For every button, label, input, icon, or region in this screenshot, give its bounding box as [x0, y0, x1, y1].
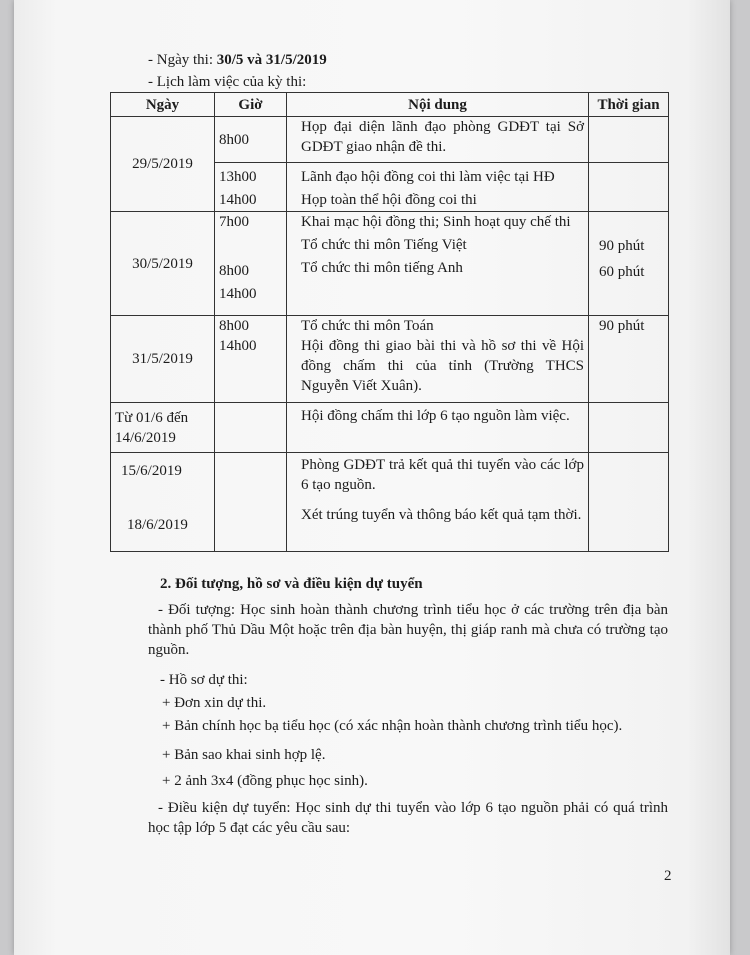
hoso-item: + Bản chính học bạ tiểu học (có xác nhận hoàn thành chương trình tiểu học). — [162, 718, 623, 734]
content-line: Hội đồng thi giao bài thi và hồ sơ thi về Hội đồng chấm thi của tỉnh (Trường THCS Nguyễn Viết Xuân). — [301, 338, 584, 395]
row-content — [287, 316, 589, 403]
time-value: 8h00 — [219, 262, 249, 279]
row-duration — [589, 453, 669, 552]
exam-date-label: - Ngày thi: — [148, 52, 217, 68]
table-header-row — [111, 93, 669, 117]
time-value: 14h00 — [219, 338, 257, 355]
duration-value: 90 phút — [599, 237, 645, 254]
hoso-item: + Bản sao khai sinh hợp lệ. — [162, 747, 326, 763]
table-row — [111, 117, 669, 163]
schedule-intro: - Lịch làm việc của kỳ thi: — [148, 74, 307, 90]
content-line: Xét trúng tuyển và thông báo kết quả tạm thời. — [301, 507, 582, 524]
header-content: Nội dung — [287, 93, 589, 117]
row-duration — [589, 403, 669, 453]
content-line: Tổ chức thi môn tiếng Anh — [301, 259, 463, 276]
table-row — [111, 211, 669, 316]
row-time — [215, 403, 287, 453]
exam-date-line — [148, 50, 327, 70]
row-time — [215, 316, 287, 403]
row-content — [287, 163, 589, 211]
schedule-table — [110, 92, 669, 552]
row-time — [215, 453, 287, 552]
page-number: 2 — [664, 868, 672, 884]
row-duration — [589, 211, 669, 316]
row-content — [287, 453, 589, 552]
row-duration — [589, 117, 669, 163]
hoso-item: + 2 ảnh 3x4 (đồng phục học sinh). — [162, 773, 368, 789]
content-line: Họp toàn thể hội đồng coi thi — [301, 192, 477, 209]
hoso-item: + Đơn xin dự thi. — [162, 695, 267, 711]
header-time: Giờ — [215, 93, 287, 117]
header-duration: Thời gian — [589, 93, 669, 117]
row-content — [287, 211, 589, 316]
content-line: Phòng GDĐT trả kết quả thi tuyển vào các lớp 6 tạo nguồn. — [301, 457, 584, 494]
row-date — [111, 453, 215, 552]
time-value: 14h00 — [219, 192, 257, 209]
table-row — [111, 453, 669, 552]
paragraph-dieu-kien: - Điều kiện dự tuyển: Học sinh dự thi tuyển vào lớp 6 tạo nguồn phải có quá trình học tập lớp 5 đạt các yêu cầu sau: — [148, 800, 668, 836]
row-time — [215, 211, 287, 316]
content-line: Tổ chức thi môn Tiếng Việt — [301, 236, 467, 253]
time-value: 13h00 — [219, 169, 257, 186]
time-value: 7h00 — [219, 213, 249, 230]
content-line: Khai mạc hội đồng thi; Sinh hoạt quy chế thi — [301, 213, 571, 230]
row-date: 31/5/2019 — [111, 316, 215, 403]
duration-value: 60 phút — [599, 263, 645, 280]
row-content: Họp đại diện lãnh đạo phòng GDĐT tại Sở GDĐT giao nhận đề thi. — [287, 117, 589, 163]
row-duration: 90 phút — [589, 316, 669, 403]
row-duration — [589, 163, 669, 211]
time-value: 14h00 — [219, 285, 257, 302]
row-time — [215, 163, 287, 211]
paragraph-doi-tuong: - Đối tượng: Học sinh hoàn thành chương trình tiểu học ở các trường trên địa bàn thành phố Thủ Dầu Một hoặc trên địa bàn huyện, thị giáp ranh mà chưa có trường tạo nguồn. — [148, 602, 668, 658]
table-row — [111, 316, 669, 403]
hoso-title: - Hồ sơ dự thi: — [160, 672, 248, 688]
table-row — [111, 403, 669, 453]
date-value: 15/6/2019 — [121, 463, 182, 480]
time-value: 8h00 — [219, 318, 249, 335]
date-value: 18/6/2019 — [127, 517, 188, 534]
row-time: 8h00 — [215, 117, 287, 163]
content-line: Lãnh đạo hội đồng coi thi làm việc tại HĐ — [301, 169, 555, 186]
row-date: Từ 01/6 đến 14/6/2019 — [111, 403, 215, 453]
header-date: Ngày — [111, 93, 215, 117]
row-content: Hội đồng chấm thi lớp 6 tạo nguồn làm việc. — [287, 403, 589, 453]
row-date: 29/5/2019 — [111, 117, 215, 212]
exam-date-value: 30/5 và 31/5/2019 — [216, 52, 327, 68]
section2-title: 2. Đối tượng, hồ sơ và điều kiện dự tuyển — [160, 576, 423, 592]
content-line: Tổ chức thi môn Toán — [301, 318, 434, 335]
row-date: 30/5/2019 — [111, 211, 215, 316]
